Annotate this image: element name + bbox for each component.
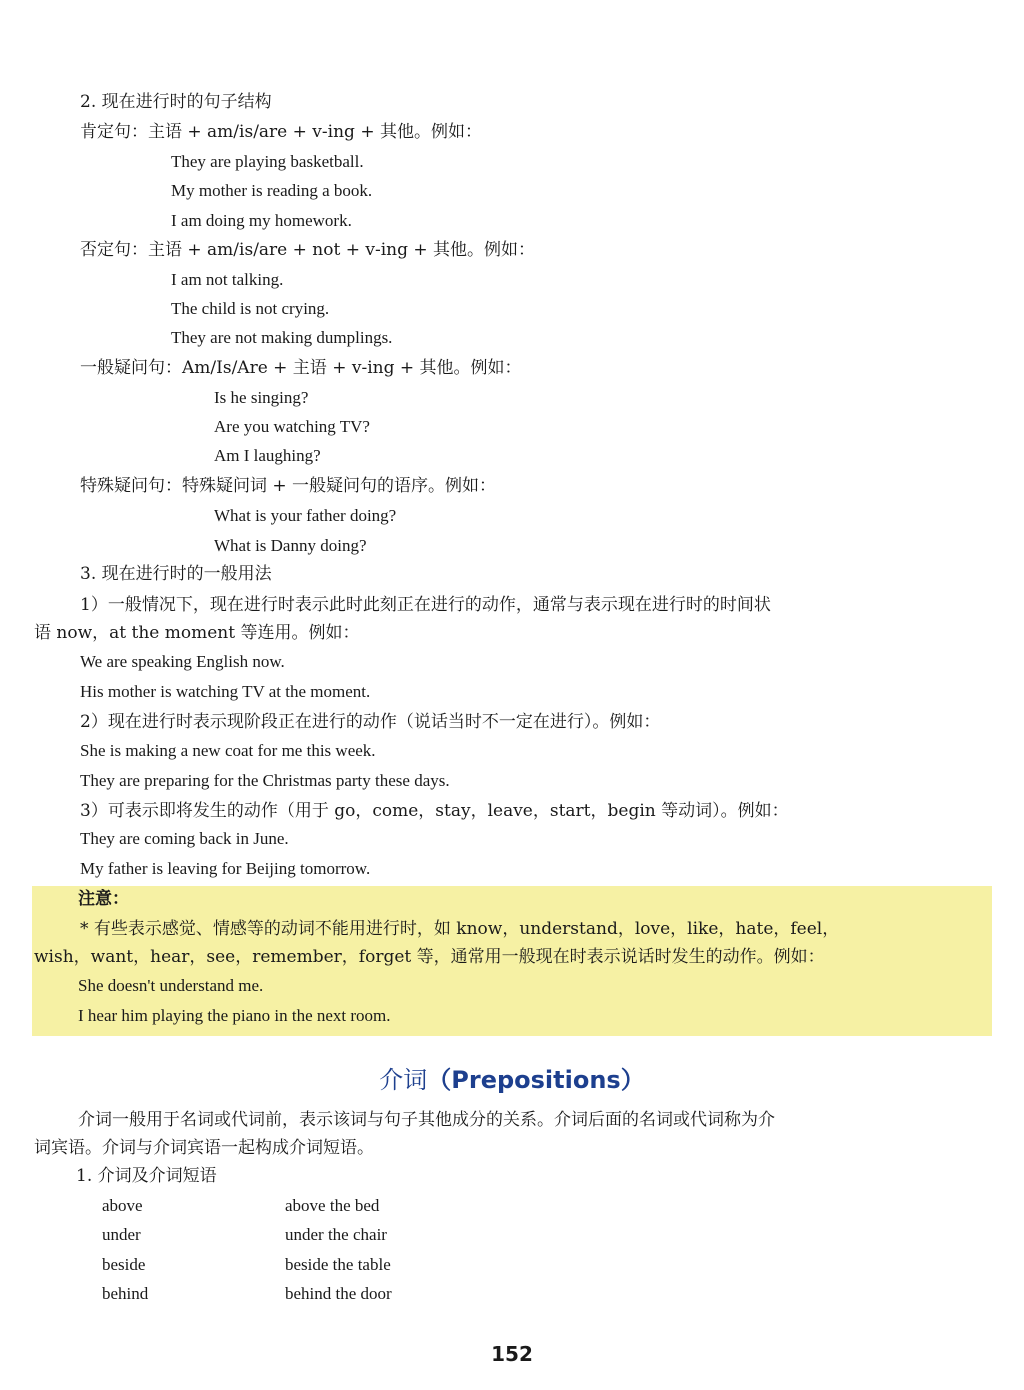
usage-1-example: His mother is watching TV at the moment. <box>80 682 371 701</box>
note-example: I hear him playing the piano in the next room. <box>78 1006 391 1025</box>
note-example: She doesn't understand me. <box>78 976 264 995</box>
usage-1-line-2: 语 now，at the moment 等连用。例如： <box>34 623 360 643</box>
special-question-example: What is Danny doing? <box>214 536 367 555</box>
affirmative-example: They are playing basketball. <box>171 152 364 171</box>
heading-en: （Prepositions） <box>427 1066 645 1094</box>
usage-1-line-1: 1）一般情况下，现在进行时表示此时此刻正在进行的动作，通常与表示现在进行时的时间状 <box>80 595 771 615</box>
negative-label: 否定句：主语 + am/is/are + not + v-ing + 其他。例如： <box>80 240 536 260</box>
general-question-example: Am I laughing? <box>214 446 321 465</box>
affirmative-example: My mother is reading a book. <box>171 181 373 200</box>
negative-example: The child is not crying. <box>171 299 330 318</box>
general-question-example: Is he singing? <box>214 388 309 407</box>
prep-phrase: beside the table <box>285 1255 391 1274</box>
prep-phrase: behind the door <box>285 1284 392 1303</box>
special-question-example: What is your father doing? <box>214 506 397 525</box>
negative-example: I am not talking. <box>171 270 284 289</box>
prep-word: above <box>102 1196 143 1215</box>
prep-word: under <box>102 1225 141 1244</box>
prep-phrase: under the chair <box>285 1225 387 1244</box>
prepositions-heading <box>0 1060 1024 1095</box>
general-question-label: 一般疑问句：Am/Is/Are + 主语 + v-ing + 其他。例如： <box>80 358 522 378</box>
prep-word: beside <box>102 1255 146 1274</box>
usage-1-example: We are speaking English now. <box>80 652 285 671</box>
page-number: 152 <box>491 1342 533 1366</box>
usage-2-example: They are preparing for the Christmas party these days. <box>80 771 450 790</box>
note-line-1: * 有些表示感觉、情感等的动词不能用进行时，如 know，understand，love，like，hate，feel， <box>80 919 840 939</box>
prep-intro-line-1: 介词一般用于名词或代词前，表示该词与句子其他成分的关系。介词后面的名词或代词称为介 <box>78 1110 775 1130</box>
usage-2: 2）现在进行时表示现阶段正在进行的动作（说话当时不一定在进行）。例如： <box>80 712 661 732</box>
negative-example: They are not making dumplings. <box>171 328 393 347</box>
section-3-title: 3. 现在进行时的一般用法 <box>80 564 272 584</box>
usage-3-example: My father is leaving for Beijing tomorrow. <box>80 859 371 878</box>
note-line-2: wish，want，hear，see，remember，forget 等，通常用一般现在时表示说话时发生的动作。例如： <box>34 947 825 967</box>
special-question-label: 特殊疑问句：特殊疑问词 + 一般疑问句的语序。例如： <box>80 476 497 496</box>
note-title: 注意： <box>78 889 129 909</box>
prep-word: behind <box>102 1284 149 1303</box>
heading-zh: 介词 <box>379 1066 428 1094</box>
affirmative-example: I am doing my homework. <box>171 211 352 230</box>
affirmative-label: 肯定句：主语 + am/is/are + v-ing + 其他。例如： <box>80 122 482 142</box>
prep-intro-line-2: 词宾语。介词与介词宾语一起构成介词短语。 <box>34 1138 374 1158</box>
usage-2-example: She is making a new coat for me this week. <box>80 741 376 760</box>
usage-3-example: They are coming back in June. <box>80 829 289 848</box>
prep-phrase: above the bed <box>285 1196 380 1215</box>
usage-3: 3）可表示即将发生的动作（用于 go，come，stay，leave，start，begin 等动词）。例如： <box>80 801 789 821</box>
prep-subtitle: 1. 介词及介词短语 <box>76 1166 217 1186</box>
section-2-title: 2. 现在进行时的句子结构 <box>80 92 272 112</box>
general-question-example: Are you watching TV? <box>214 417 370 436</box>
